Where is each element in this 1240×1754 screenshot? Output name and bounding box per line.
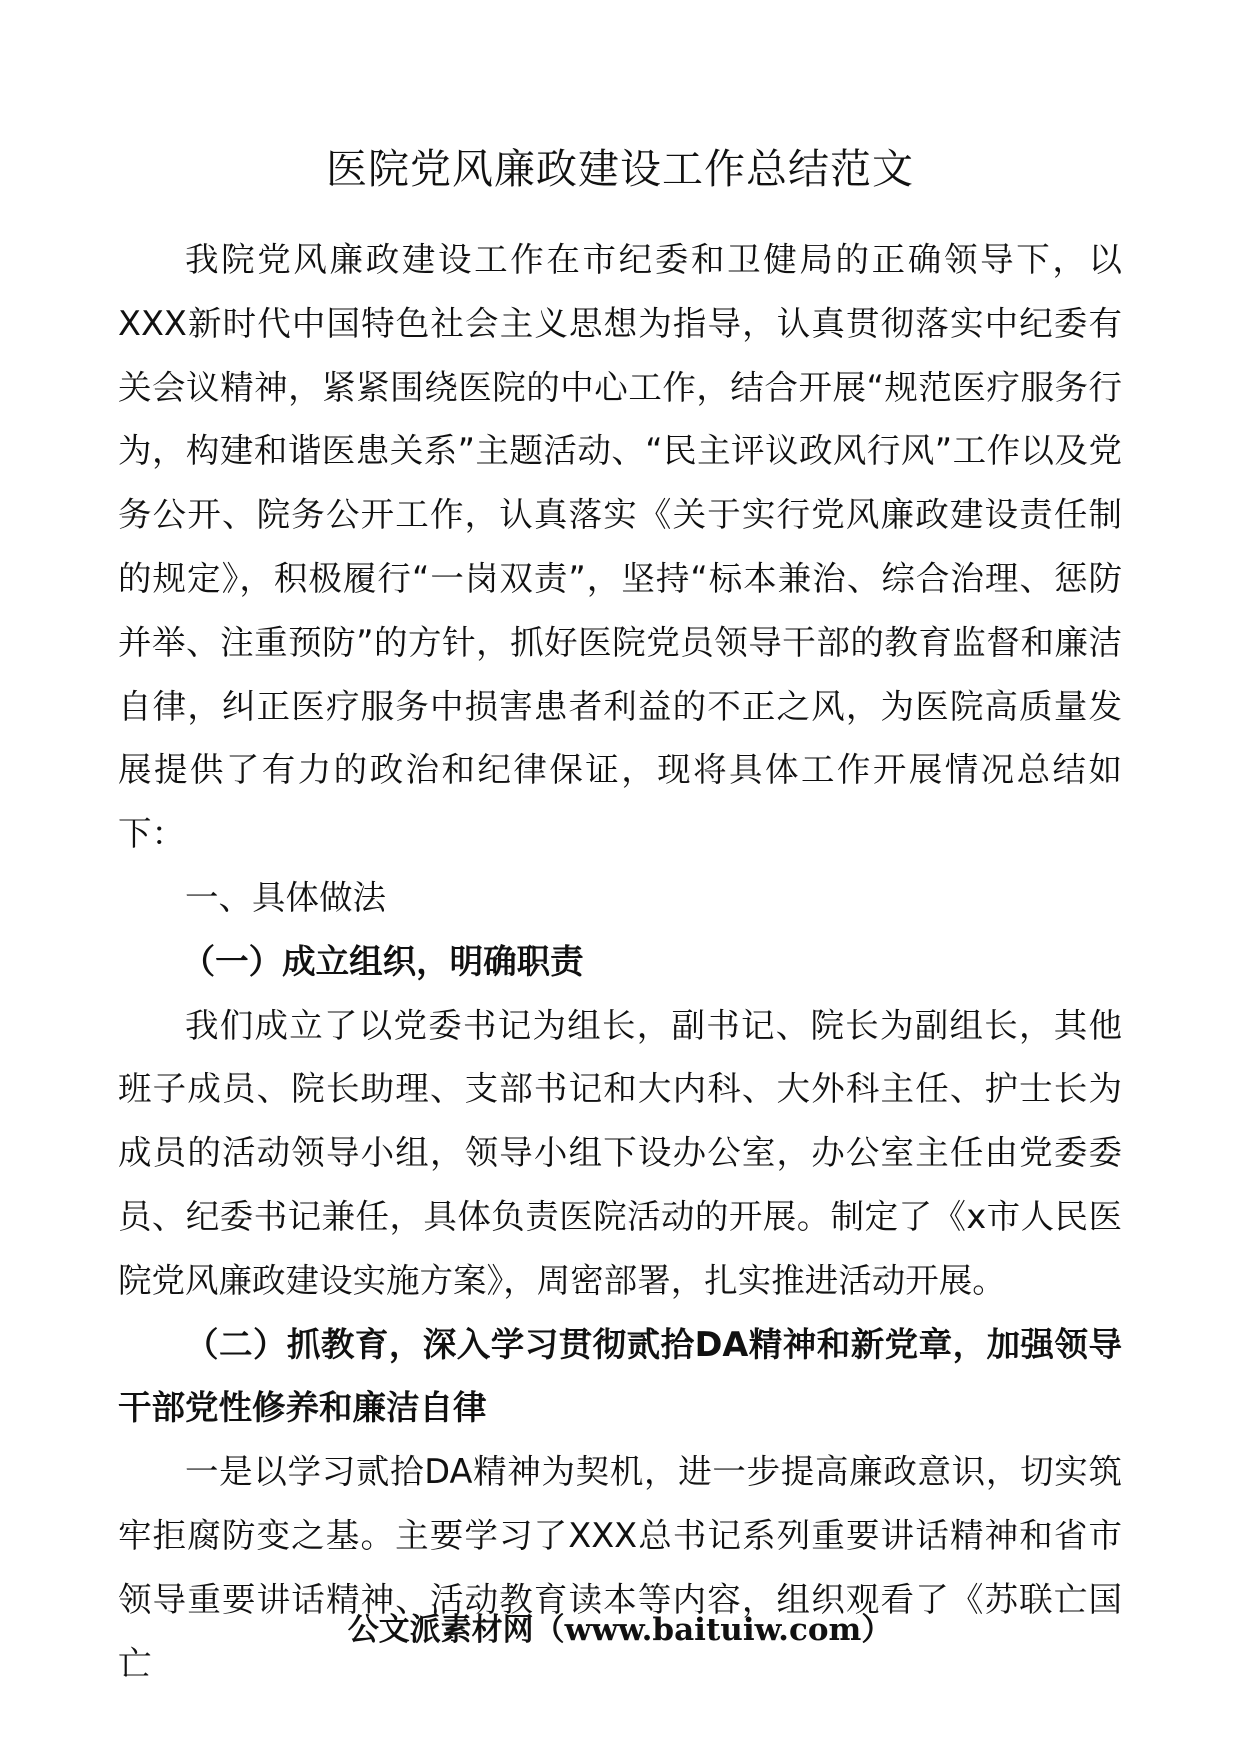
body-paragraph-2: 一是以学习贰拾DA精神为契机，进一步提高廉政意识，切实筑牢拒腐防变之基。主要学习了XXX总书记系列重要讲话精神和省市领导重要讲话精神、活动教育读本等内容，组织观看了《苏联亡国亡 bbox=[118, 1452, 1122, 1683]
footer-watermark: 公文派素材网（www.baituiw.com） bbox=[347, 1612, 893, 1648]
document-title: 医院党风廉政建设工作总结范文 bbox=[326, 145, 914, 193]
subheading-1: （一）成立组织，明确职责 bbox=[181, 941, 584, 981]
intro-paragraph: 我院党风廉政建设工作在市纪委和卫健局的正确领导下，以XXX新时代中国特色社会主义思想为指导，认真贯彻落实中纪委有关会议精神，紧紧围绕医院的中心工作，结合开展“规范医疗服务行为，构建和谐医患关系”主题活动、“民主评议政风行风”工作以及党务公开、院务公开工作，认真落实《关于实行党风廉政建设责任制的规定》，积极履行“一岗双责”，坚持“标本兼治、综合治理、惩防并举、注重预防”的方针，抓好医院党员领导干部的教育监督和廉洁自律，纠正医疗服务中损害患者利益的不正之风，为医院高质量发展提供了有力的政治和纪律保证，现将具体工作开展情况总结如下： bbox=[118, 240, 1122, 854]
body-paragraph-1: 我们成立了以党委书记为组长，副书记、院长为副组长，其他班子成员、院长助理、支部书记和大内科、大外科主任、护士长为成员的活动领导小组，领导小组下设办公室，办公室主任由党委委员、纪委书记兼任，具体负责医院活动的开展。制定了《x市人民医院党风廉政建设实施方案》，周密部署，扎实推进活动开展。 bbox=[118, 1005, 1122, 1300]
subheading-2: （二）抓教育，深入学习贯彻贰拾DA精神和新党章，加强领导干部党性修养和廉洁自律 bbox=[118, 1324, 1122, 1428]
document-body bbox=[118, 140, 1122, 1695]
section-heading-1: 一、具体做法 bbox=[185, 877, 386, 917]
